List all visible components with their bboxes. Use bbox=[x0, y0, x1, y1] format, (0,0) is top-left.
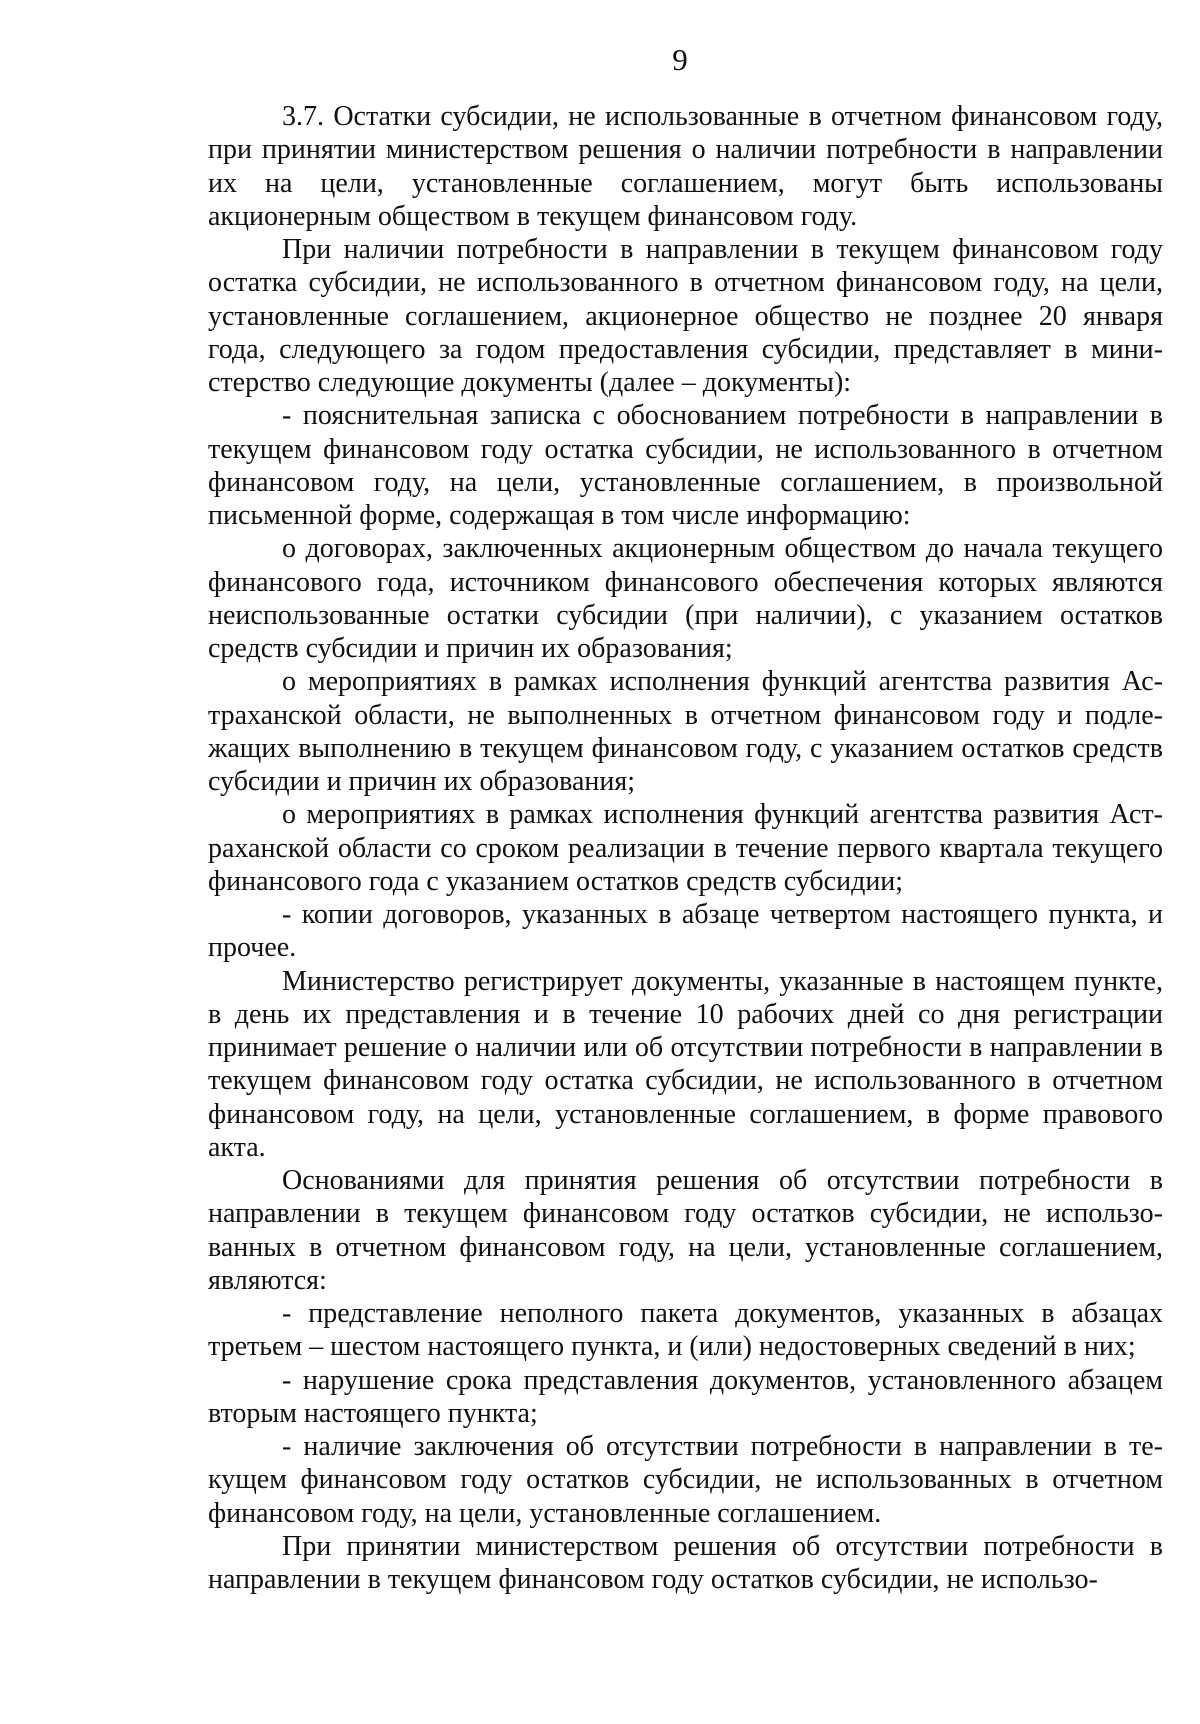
paragraph-contracts: о договорах, заключенных акционерным обществом до начала текущего финансового года, источником финансового обеспечения которых являются неиспользованные остатки субсидии (при наличии), с указанием остатков средств субсидии и причин их образования; bbox=[208, 533, 1163, 664]
paragraph-grounds: Основаниями для принятия решения об отсутствии потребности в направлении в текущем финансовом году остатков субсидии, не использованных в отчетном финансовом году, на цели, установленные соглашением, являются: bbox=[208, 1165, 1163, 1296]
document-body bbox=[208, 100, 1163, 1596]
list-item-contract-copies: - копии договоров, указанных в абзаце четвертом настоящего пункта, и прочее. bbox=[208, 899, 1163, 964]
list-item-explanatory-note: - пояснительная записка с обоснованием потребности в направлении в текущем финансовом году остатка субсидии, не использованного в отчетном финансовом году, на цели, установленные соглашением, в произвольной письменной форме, содержащая в том числе информацию: bbox=[208, 400, 1163, 531]
paragraph-decision-absence: При принятии министерством решения об отсутствии потребности в направлении в текущем финансовом году остатков субсидии, не использо- bbox=[208, 1530, 1163, 1595]
paragraph-first-quarter-activities: о мероприятиях в рамках исполнения функций агентства развития Астраханской области со сроком реализации в течение первого квартала текущего финансового года с указанием остатков средств субсидии; bbox=[208, 799, 1163, 897]
page-number: 9 bbox=[672, 42, 688, 77]
list-item-incomplete-package: - представление неполного пакета документов, указанных в абзацах третьем – шестом настоящего пункта, и (или) недостоверных сведений в них; bbox=[208, 1298, 1163, 1363]
list-item-deadline-violation: - нарушение срока представления документов, установленного абзацем вторым настоящего пункта; bbox=[208, 1364, 1163, 1429]
list-item-no-need-conclusion: - наличие заключения об отсутствии потребности в направлении в текущем финансовом году остатков субсидии, не использованных в отчетном финансовом году, на цели, установленные соглашением. bbox=[208, 1431, 1163, 1529]
paragraph-unfulfilled-activities: о мероприятиях в рамках исполнения функций агентства развития Астраханской области, не выполненных в отчетном финансовом году и подлежащих выполнению в текущем финансовом году, с указанием остатков средств субсидии и причин их образования; bbox=[208, 666, 1163, 797]
paragraph-3-7: 3.7. Остатки субсидии, не использованные в отчетном финансовом году, при принятии министерством решения о наличии потребности в направлении их на цели, установленные соглашением, могут быть использованы акционерным обществом в текущем финансовом году. bbox=[208, 101, 1163, 232]
paragraph-ministry-registers: Министерство регистрирует документы, указанные в настоящем пункте, в день их представления и в течение 10 рабочих дней со дня регистрации принимает решение о наличии или об отсутствии потребности в направлении в текущем финансовом году остатка субсидии, не использованного в отчетном финансовом году, на цели, установленные соглашением, в форме правового акта. bbox=[208, 965, 1163, 1163]
paragraph-need-documents: При наличии потребности в направлении в текущем финансовом году остатка субсидии, не использованного в отчетном финансовом году, на цели, установленные соглашением, акционерное общество не позднее 20 января года, следующего за годом предоставления субсидии, представляет в министерство следующие документы (далее – документы): bbox=[208, 234, 1163, 398]
